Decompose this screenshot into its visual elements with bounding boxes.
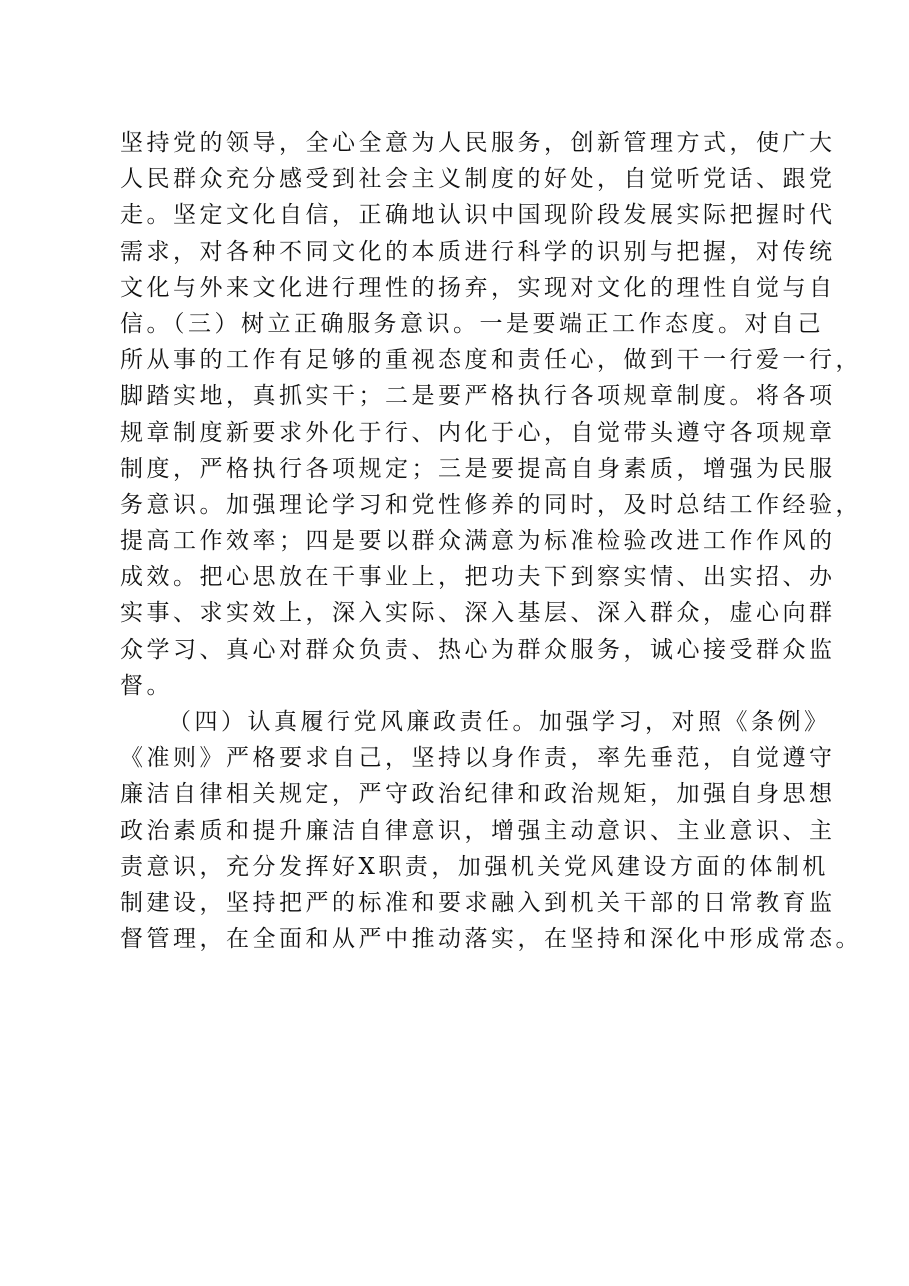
text-line: 《准则》严格要求自己，坚持以身作责，率先垂范，自觉遵守 [120,745,836,772]
text-line: 督管理，在全面和从严中推动落实，在坚持和深化中形成常态。 [120,926,862,953]
text-line: 所从事的工作有足够的重视态度和责任心，做到干一行爱一行， [120,347,862,374]
text-line: 责意识，充分发挥好X职责，加强机关党风建设方面的体制机 [120,853,829,880]
text-line: 制度，严格执行各项规定；三是要提高自身素质，增强为民服 [120,455,836,482]
text-line: 信。（三）树立正确服务意识。一是要端正工作态度。对自己 [120,310,824,337]
text-line: 走。坚定文化自信，正确地认识中国现阶段发展实际把握时代 [120,202,836,229]
text-line: 需求，对各种不同文化的本质进行科学的识别与把握，对传统 [120,238,836,265]
text-line: 督。 [120,672,173,699]
document-body [120,125,862,957]
text-line: （四）认真履行党风廉政责任。加强学习，对照《条例》 [168,709,831,735]
text-line: 制建设，坚持把严的标准和要求融入到机关干部的日常教育监 [120,889,836,916]
text-line: 文化与外来文化进行理性的扬弃，实现对文化的理性自觉与自 [120,274,836,301]
text-line: 廉洁自律相关规定，严守政治纪律和政治规矩，加强自身思想 [120,781,836,808]
text-line: 成效。把心思放在干事业上，把功夫下到察实情、出实招、办 [120,564,836,591]
text-line: 务意识。加强理论学习和党性修养的同时，及时总结工作经验， [120,491,862,518]
paragraph-service-awareness [120,125,862,704]
text-line: 提高工作效率；四是要以群众满意为标准检验改进工作作风的 [120,528,836,555]
text-line: 人民群众充分感受到社会主义制度的好处，自觉听党话、跟党 [120,166,836,193]
text-line: 众学习、真心对群众负责、热心为群众服务，诚心接受群众监 [120,636,836,663]
paragraph-integrity-responsibility [120,704,862,957]
text-line: 规章制度新要求外化于行、内化于心，自觉带头遵守各项规章 [120,419,836,446]
text-line: 政治素质和提升廉洁自律意识，增强主动意识、主业意识、主 [120,817,836,844]
text-line: 实事、求实效上，深入实际、深入基层、深入群众，虚心向群 [120,600,836,627]
text-line: 脚踏实地，真抓实干；二是要严格执行各项规章制度。将各项 [120,383,836,410]
text-line: 坚持党的领导，全心全意为人民服务，创新管理方式，使广大 [120,130,836,156]
